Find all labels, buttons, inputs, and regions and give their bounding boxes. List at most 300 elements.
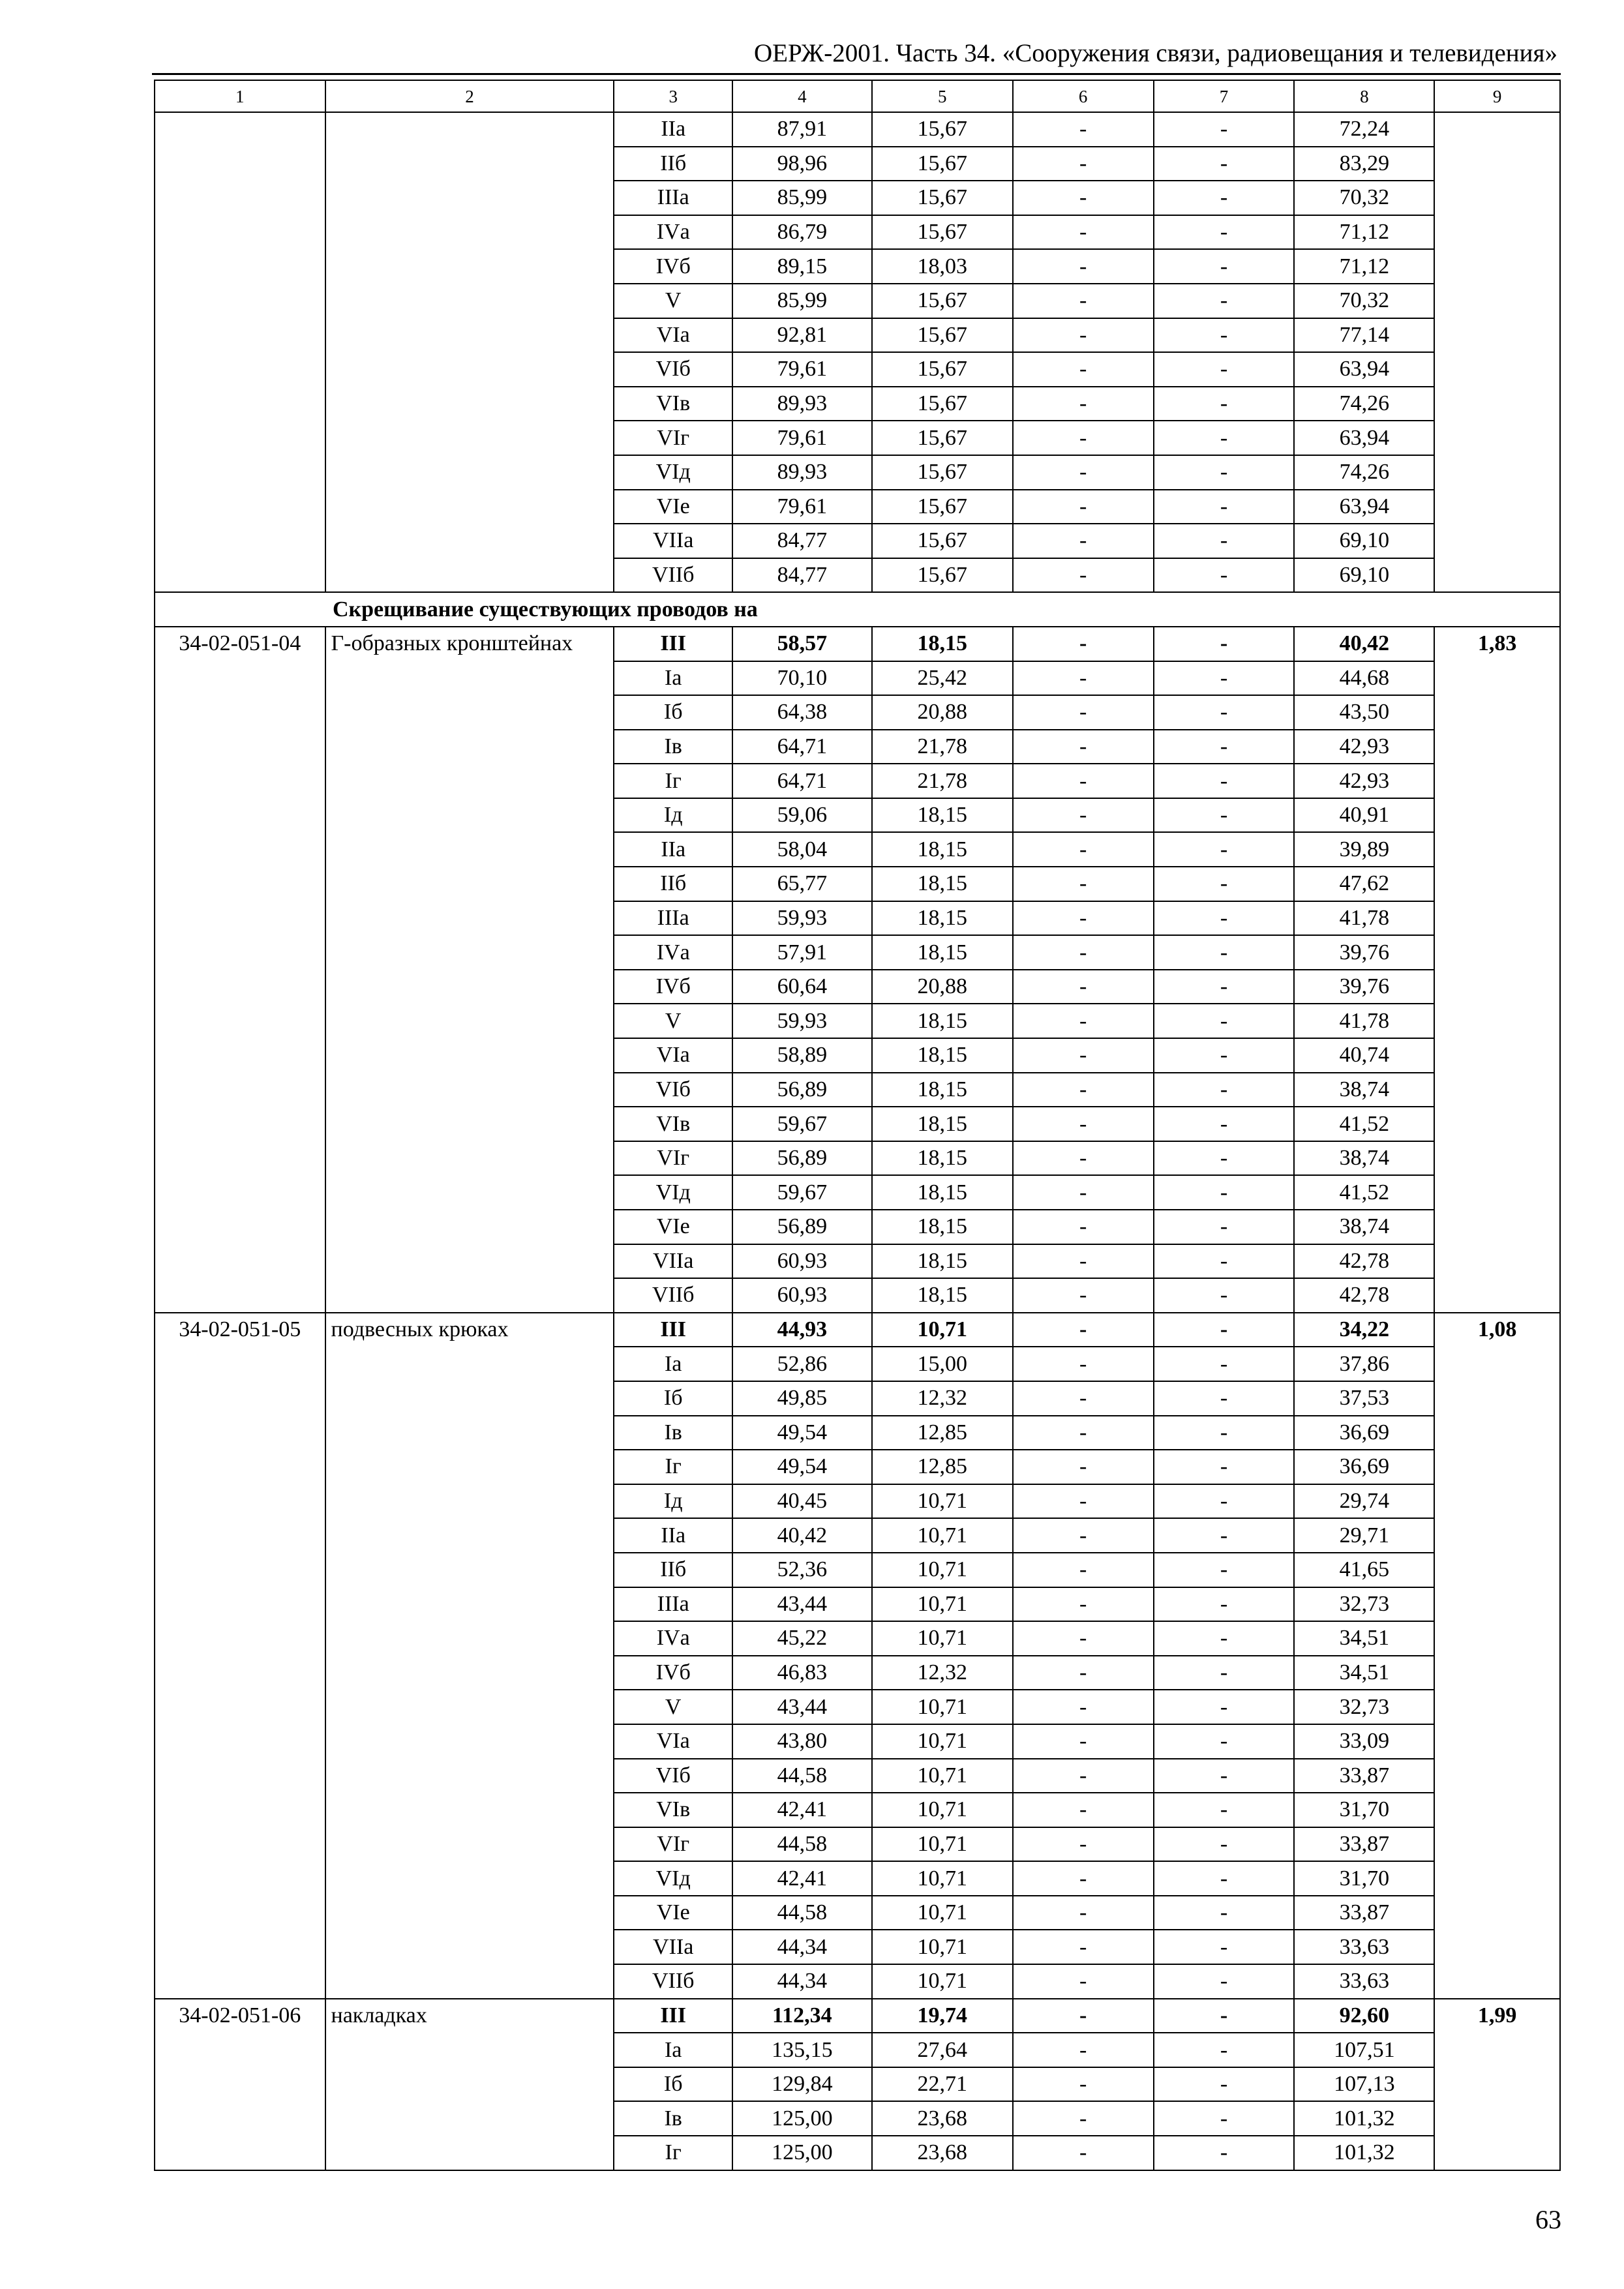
total-cost-cell: 49,54 [732, 1450, 872, 1484]
total-cost-cell: 58,04 [732, 832, 872, 867]
driver-wages-cell: - [1154, 215, 1295, 250]
total-cost-cell: 44,34 [732, 1930, 872, 1964]
zone-cell: III [614, 1999, 732, 2033]
machine-cost-cell: - [1013, 2136, 1154, 2170]
zone-cell: VIа [614, 1724, 732, 1759]
materials-cell: 34,51 [1294, 1656, 1434, 1690]
total-cost-cell: 59,67 [732, 1107, 872, 1141]
wages-cell: 10,71 [872, 1759, 1013, 1793]
machine-cost-cell: - [1013, 661, 1154, 696]
wages-cell: 18,15 [872, 1073, 1013, 1107]
total-cost-cell: 84,77 [732, 524, 872, 558]
driver-wages-cell: - [1154, 1553, 1295, 1587]
driver-wages-cell: - [1154, 1656, 1295, 1690]
materials-cell: 36,69 [1294, 1416, 1434, 1450]
wages-cell: 18,03 [872, 249, 1013, 284]
machine-cost-cell: - [1013, 112, 1154, 147]
driver-wages-cell: - [1154, 1450, 1295, 1484]
machine-cost-cell: - [1013, 352, 1154, 387]
column-number-cell: 9 [1434, 80, 1560, 112]
driver-wages-cell: - [1154, 1587, 1295, 1622]
driver-wages-cell: - [1154, 2136, 1295, 2170]
wages-cell: 12,85 [872, 1416, 1013, 1450]
driver-wages-cell: - [1154, 764, 1295, 798]
wages-cell: 15,67 [872, 421, 1013, 455]
driver-wages-cell: - [1154, 2033, 1295, 2067]
zone-cell: Iв [614, 1416, 732, 1450]
machine-cost-cell: - [1013, 147, 1154, 181]
driver-wages-cell: - [1154, 558, 1295, 593]
materials-cell: 33,87 [1294, 1759, 1434, 1793]
machine-cost-cell: - [1013, 1004, 1154, 1038]
total-cost-cell: 44,58 [732, 1759, 872, 1793]
materials-cell: 47,62 [1294, 867, 1434, 901]
total-cost-cell: 65,77 [732, 867, 872, 901]
page-header-title: ОЕРЖ-2001. Часть 34. «Сооружения связи, радиовещания и телевидения» [753, 39, 1557, 67]
column-number-cell: 3 [614, 80, 732, 112]
section-heading-row [155, 592, 1560, 627]
machine-cost-cell: - [1013, 1896, 1154, 1930]
labor-cost-cell [1434, 112, 1560, 592]
machine-cost-cell: - [1013, 1038, 1154, 1073]
wages-cell: 18,15 [872, 1107, 1013, 1141]
zone-cell: IVа [614, 1621, 732, 1656]
machine-cost-cell: - [1013, 1930, 1154, 1964]
driver-wages-cell: - [1154, 1175, 1295, 1210]
wages-cell: 10,71 [872, 1827, 1013, 1862]
materials-cell: 38,74 [1294, 1141, 1434, 1176]
wages-cell: 21,78 [872, 764, 1013, 798]
total-cost-cell: 86,79 [732, 215, 872, 250]
zone-cell: Iб [614, 2067, 732, 2102]
wages-cell: 15,67 [872, 318, 1013, 353]
wages-cell: 10,71 [872, 1724, 1013, 1759]
total-cost-cell: 58,57 [732, 627, 872, 661]
driver-wages-cell: - [1154, 112, 1295, 147]
wages-cell: 15,67 [872, 455, 1013, 490]
machine-cost-cell: - [1013, 1587, 1154, 1622]
zone-cell: Iа [614, 661, 732, 696]
materials-cell: 32,73 [1294, 1587, 1434, 1622]
total-cost-cell: 79,61 [732, 421, 872, 455]
driver-wages-cell: - [1154, 352, 1295, 387]
materials-cell: 69,10 [1294, 524, 1434, 558]
driver-wages-cell: - [1154, 867, 1295, 901]
materials-cell: 33,09 [1294, 1724, 1434, 1759]
section-heading: Скрещивание существующих проводов на [155, 592, 1560, 627]
materials-cell: 33,87 [1294, 1827, 1434, 1862]
wages-cell: 15,67 [872, 490, 1013, 524]
machine-cost-cell: - [1013, 1759, 1154, 1793]
materials-cell: 40,42 [1294, 627, 1434, 661]
zone-cell: Iв [614, 730, 732, 764]
machine-cost-cell: - [1013, 832, 1154, 867]
wages-cell: 12,85 [872, 1450, 1013, 1484]
total-cost-cell: 60,93 [732, 1244, 872, 1279]
materials-cell: 41,52 [1294, 1175, 1434, 1210]
materials-cell: 72,24 [1294, 112, 1434, 147]
zone-cell: VIе [614, 490, 732, 524]
zone-cell: VIв [614, 1793, 732, 1827]
materials-cell: 29,74 [1294, 1484, 1434, 1519]
total-cost-cell: 44,58 [732, 1827, 872, 1862]
total-cost-cell: 44,93 [732, 1313, 872, 1347]
total-cost-cell: 64,71 [732, 764, 872, 798]
wages-cell: 20,88 [872, 695, 1013, 730]
materials-cell: 38,74 [1294, 1073, 1434, 1107]
zone-cell: VIа [614, 1038, 732, 1073]
zone-cell: VIIб [614, 1964, 732, 1999]
materials-cell: 70,32 [1294, 181, 1434, 215]
wages-cell: 19,74 [872, 1999, 1013, 2033]
total-cost-cell: 56,89 [732, 1141, 872, 1176]
zone-cell: Iг [614, 1450, 732, 1484]
materials-cell: 74,26 [1294, 455, 1434, 490]
zone-cell: VIе [614, 1210, 732, 1244]
total-cost-cell: 43,44 [732, 1587, 872, 1622]
zone-cell: Iг [614, 764, 732, 798]
zone-cell: Iб [614, 1381, 732, 1416]
materials-cell: 31,70 [1294, 1861, 1434, 1896]
machine-cost-cell: - [1013, 1141, 1154, 1176]
materials-cell: 63,94 [1294, 490, 1434, 524]
driver-wages-cell: - [1154, 1999, 1295, 2033]
materials-cell: 36,69 [1294, 1450, 1434, 1484]
total-cost-cell: 42,41 [732, 1793, 872, 1827]
wages-cell: 12,32 [872, 1381, 1013, 1416]
wages-cell: 18,15 [872, 798, 1013, 833]
total-cost-cell: 79,61 [732, 490, 872, 524]
wages-cell: 25,42 [872, 661, 1013, 696]
wages-cell: 10,71 [872, 1930, 1013, 1964]
zone-cell: VIIа [614, 1244, 732, 1279]
total-cost-cell: 125,00 [732, 2101, 872, 2136]
machine-cost-cell: - [1013, 935, 1154, 970]
driver-wages-cell: - [1154, 1827, 1295, 1862]
wages-cell: 18,15 [872, 867, 1013, 901]
machine-cost-cell: - [1013, 1347, 1154, 1381]
zone-cell: IIIа [614, 1587, 732, 1622]
total-cost-cell: 52,86 [732, 1347, 872, 1381]
zone-cell: III [614, 1313, 732, 1347]
work-name-cell: Г-образных кронштейнах [325, 627, 614, 1313]
zone-cell: Iд [614, 1484, 732, 1519]
materials-cell: 41,52 [1294, 1107, 1434, 1141]
total-cost-cell: 59,06 [732, 798, 872, 833]
wages-cell: 23,68 [872, 2136, 1013, 2170]
total-cost-cell: 59,67 [732, 1175, 872, 1210]
total-cost-cell: 45,22 [732, 1621, 872, 1656]
materials-cell: 70,32 [1294, 284, 1434, 318]
machine-cost-cell: - [1013, 1416, 1154, 1450]
wages-cell: 18,15 [872, 1004, 1013, 1038]
zone-cell: Iа [614, 1347, 732, 1381]
zone-cell: VIе [614, 1896, 732, 1930]
zone-cell: IIб [614, 867, 732, 901]
total-cost-cell: 40,42 [732, 1518, 872, 1553]
materials-cell: 74,26 [1294, 387, 1434, 421]
materials-cell: 32,73 [1294, 1690, 1434, 1724]
driver-wages-cell: - [1154, 1793, 1295, 1827]
materials-cell: 37,53 [1294, 1381, 1434, 1416]
wages-cell: 15,67 [872, 558, 1013, 593]
driver-wages-cell: - [1154, 1518, 1295, 1553]
wages-cell: 10,71 [872, 1861, 1013, 1896]
total-cost-cell: 79,61 [732, 352, 872, 387]
zone-cell: IVа [614, 215, 732, 250]
materials-cell: 42,78 [1294, 1278, 1434, 1313]
zone-cell: VIб [614, 1759, 732, 1793]
zone-cell: V [614, 284, 732, 318]
zone-cell: VIIб [614, 1278, 732, 1313]
wages-cell: 20,88 [872, 970, 1013, 1004]
zone-cell: Iб [614, 695, 732, 730]
driver-wages-cell: - [1154, 1621, 1295, 1656]
wages-cell: 15,67 [872, 112, 1013, 147]
materials-cell: 31,70 [1294, 1793, 1434, 1827]
table-row [155, 112, 1560, 147]
driver-wages-cell: - [1154, 1107, 1295, 1141]
machine-cost-cell: - [1013, 798, 1154, 833]
table-row [155, 627, 1560, 661]
zone-cell: IIа [614, 1518, 732, 1553]
zone-cell: IVа [614, 935, 732, 970]
machine-cost-cell: - [1013, 249, 1154, 284]
wages-cell: 15,67 [872, 352, 1013, 387]
total-cost-cell: 59,93 [732, 1004, 872, 1038]
machine-cost-cell: - [1013, 970, 1154, 1004]
machine-cost-cell: - [1013, 215, 1154, 250]
wages-cell: 15,67 [872, 147, 1013, 181]
wages-cell: 10,71 [872, 1587, 1013, 1622]
wages-cell: 10,71 [872, 1313, 1013, 1347]
wages-cell: 15,67 [872, 524, 1013, 558]
wages-cell: 10,71 [872, 1484, 1013, 1519]
materials-cell: 33,63 [1294, 1964, 1434, 1999]
zone-cell: IVб [614, 1656, 732, 1690]
materials-cell: 77,14 [1294, 318, 1434, 353]
driver-wages-cell: - [1154, 147, 1295, 181]
wages-cell: 23,68 [872, 2101, 1013, 2136]
total-cost-cell: 84,77 [732, 558, 872, 593]
zone-cell: IIIа [614, 181, 732, 215]
driver-wages-cell: - [1154, 695, 1295, 730]
table-row [155, 1999, 1560, 2033]
driver-wages-cell: - [1154, 1724, 1295, 1759]
machine-cost-cell: - [1013, 1450, 1154, 1484]
machine-cost-cell: - [1013, 1724, 1154, 1759]
driver-wages-cell: - [1154, 524, 1295, 558]
rates-table [154, 80, 1561, 2171]
column-number-cell: 7 [1154, 80, 1295, 112]
driver-wages-cell: - [1154, 1004, 1295, 1038]
wages-cell: 18,15 [872, 832, 1013, 867]
machine-cost-cell: - [1013, 558, 1154, 593]
zone-cell: Iа [614, 2033, 732, 2067]
machine-cost-cell: - [1013, 1484, 1154, 1519]
driver-wages-cell: - [1154, 1381, 1295, 1416]
total-cost-cell: 92,81 [732, 318, 872, 353]
driver-wages-cell: - [1154, 1210, 1295, 1244]
total-cost-cell: 85,99 [732, 284, 872, 318]
machine-cost-cell: - [1013, 695, 1154, 730]
rate-code-cell: 34-02-051-06 [155, 1999, 325, 2170]
wages-cell: 15,67 [872, 181, 1013, 215]
machine-cost-cell: - [1013, 318, 1154, 353]
driver-wages-cell: - [1154, 1484, 1295, 1519]
machine-cost-cell: - [1013, 1107, 1154, 1141]
materials-cell: 71,12 [1294, 249, 1434, 284]
zone-cell: VIд [614, 455, 732, 490]
machine-cost-cell: - [1013, 387, 1154, 421]
total-cost-cell: 57,91 [732, 935, 872, 970]
driver-wages-cell: - [1154, 490, 1295, 524]
driver-wages-cell: - [1154, 1861, 1295, 1896]
materials-cell: 41,78 [1294, 1004, 1434, 1038]
zone-cell: IVб [614, 970, 732, 1004]
materials-cell: 38,74 [1294, 1210, 1434, 1244]
total-cost-cell: 85,99 [732, 181, 872, 215]
driver-wages-cell: - [1154, 1038, 1295, 1073]
table-row [155, 1313, 1560, 1347]
zone-cell: VIб [614, 352, 732, 387]
driver-wages-cell: - [1154, 421, 1295, 455]
machine-cost-cell: - [1013, 730, 1154, 764]
wages-cell: 15,67 [872, 387, 1013, 421]
wages-cell: 10,71 [872, 1896, 1013, 1930]
machine-cost-cell: - [1013, 2101, 1154, 2136]
wages-cell: 10,71 [872, 1621, 1013, 1656]
total-cost-cell: 42,41 [732, 1861, 872, 1896]
column-number-cell: 5 [872, 80, 1013, 112]
wages-cell: 18,15 [872, 1278, 1013, 1313]
machine-cost-cell: - [1013, 421, 1154, 455]
materials-cell: 63,94 [1294, 352, 1434, 387]
zone-cell: VIг [614, 421, 732, 455]
total-cost-cell: 58,89 [732, 1038, 872, 1073]
materials-cell: 40,91 [1294, 798, 1434, 833]
machine-cost-cell: - [1013, 1553, 1154, 1587]
materials-cell: 83,29 [1294, 147, 1434, 181]
machine-cost-cell: - [1013, 1175, 1154, 1210]
total-cost-cell: 60,93 [732, 1278, 872, 1313]
column-number-row [155, 80, 1560, 112]
wages-cell: 18,15 [872, 1141, 1013, 1176]
driver-wages-cell: - [1154, 1244, 1295, 1279]
driver-wages-cell: - [1154, 387, 1295, 421]
machine-cost-cell: - [1013, 1827, 1154, 1862]
machine-cost-cell: - [1013, 867, 1154, 901]
driver-wages-cell: - [1154, 1759, 1295, 1793]
driver-wages-cell: - [1154, 935, 1295, 970]
wages-cell: 10,71 [872, 1553, 1013, 1587]
machine-cost-cell: - [1013, 455, 1154, 490]
zone-cell: IIIа [614, 901, 732, 936]
materials-cell: 33,63 [1294, 1930, 1434, 1964]
driver-wages-cell: - [1154, 970, 1295, 1004]
total-cost-cell: 125,00 [732, 2136, 872, 2170]
machine-cost-cell: - [1013, 1964, 1154, 1999]
wages-cell: 21,78 [872, 730, 1013, 764]
driver-wages-cell: - [1154, 1278, 1295, 1313]
machine-cost-cell: - [1013, 1244, 1154, 1279]
total-cost-cell: 89,93 [732, 455, 872, 490]
total-cost-cell: 60,64 [732, 970, 872, 1004]
zone-cell: Iд [614, 798, 732, 833]
driver-wages-cell: - [1154, 730, 1295, 764]
wages-cell: 10,71 [872, 1793, 1013, 1827]
machine-cost-cell: - [1013, 1073, 1154, 1107]
materials-cell: 34,22 [1294, 1313, 1434, 1347]
zone-cell: VIIа [614, 524, 732, 558]
column-number-cell: 4 [732, 80, 872, 112]
driver-wages-cell: - [1154, 661, 1295, 696]
page-number: 63 [1535, 2205, 1561, 2234]
total-cost-cell: 49,85 [732, 1381, 872, 1416]
wages-cell: 18,15 [872, 1038, 1013, 1073]
total-cost-cell: 52,36 [732, 1553, 872, 1587]
rate-code-cell [155, 112, 325, 592]
machine-cost-cell: - [1013, 1621, 1154, 1656]
driver-wages-cell: - [1154, 2067, 1295, 2102]
column-number-cell: 6 [1013, 80, 1154, 112]
labor-cost-cell: 1,83 [1434, 627, 1560, 1313]
wages-cell: 18,15 [872, 1175, 1013, 1210]
machine-cost-cell: - [1013, 1518, 1154, 1553]
total-cost-cell: 89,93 [732, 387, 872, 421]
zone-cell: VIв [614, 1107, 732, 1141]
machine-cost-cell: - [1013, 627, 1154, 661]
machine-cost-cell: - [1013, 1278, 1154, 1313]
total-cost-cell: 129,84 [732, 2067, 872, 2102]
machine-cost-cell: - [1013, 1861, 1154, 1896]
total-cost-cell: 64,71 [732, 730, 872, 764]
driver-wages-cell: - [1154, 901, 1295, 936]
driver-wages-cell: - [1154, 798, 1295, 833]
materials-cell: 107,13 [1294, 2067, 1434, 2102]
driver-wages-cell: - [1154, 1073, 1295, 1107]
zone-cell: VIб [614, 1073, 732, 1107]
wages-cell: 10,71 [872, 1518, 1013, 1553]
driver-wages-cell: - [1154, 249, 1295, 284]
driver-wages-cell: - [1154, 1930, 1295, 1964]
materials-cell: 42,93 [1294, 730, 1434, 764]
work-name-cell: накладках [325, 1999, 614, 2170]
wages-cell: 27,64 [872, 2033, 1013, 2067]
rate-code-cell: 34-02-051-05 [155, 1313, 325, 1999]
materials-cell: 39,89 [1294, 832, 1434, 867]
total-cost-cell: 89,15 [732, 249, 872, 284]
materials-cell: 40,74 [1294, 1038, 1434, 1073]
total-cost-cell: 56,89 [732, 1210, 872, 1244]
materials-cell: 39,76 [1294, 935, 1434, 970]
wages-cell: 18,15 [872, 935, 1013, 970]
total-cost-cell: 70,10 [732, 661, 872, 696]
total-cost-cell: 44,34 [732, 1964, 872, 1999]
driver-wages-cell: - [1154, 1347, 1295, 1381]
zone-cell: VIд [614, 1175, 732, 1210]
driver-wages-cell: - [1154, 1690, 1295, 1724]
zone-cell: IIа [614, 832, 732, 867]
zone-cell: Iг [614, 2136, 732, 2170]
materials-cell: 42,93 [1294, 764, 1434, 798]
table-body [155, 80, 1560, 2170]
machine-cost-cell: - [1013, 2033, 1154, 2067]
header-divider [152, 73, 1561, 75]
zone-cell: IVб [614, 249, 732, 284]
machine-cost-cell: - [1013, 764, 1154, 798]
zone-cell: VIа [614, 318, 732, 353]
